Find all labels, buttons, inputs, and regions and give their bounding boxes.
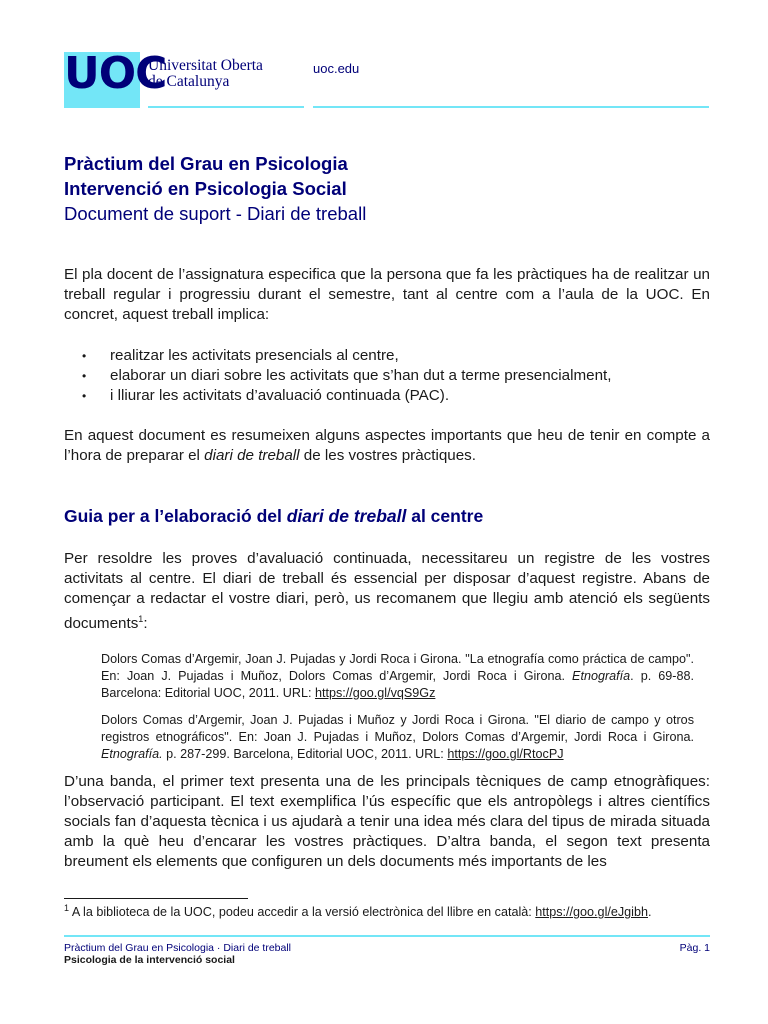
document-title bbox=[64, 151, 714, 226]
uoc-logo bbox=[64, 48, 167, 108]
footnote-end: . bbox=[647, 905, 652, 920]
footnote-text: A la biblioteca de la UOC, podeu accedir a la versió electrònica del llibre en català: bbox=[69, 905, 536, 920]
header-divider-right bbox=[313, 106, 709, 108]
discussion-paragraph: D’una banda, el primer text presenta una de les principals tècniques de camp etnogràfiques: l’observació participant. El text exemplifica l’ús específic que els antropòlegs i altres científics socials fan d’aquesta tècnica i us ajudarà a tenir una idea més clara del tipus de mirada situada amb la què heu d’encarar les vostres pràctiques. D’altra banda, el segon text presenta breument els elements que configuren un dels documents més importants de les bbox=[64, 773, 710, 870]
footer-course-name: Psicologia de la intervenció social bbox=[64, 954, 235, 966]
reference-text: Dolors Comas d’Argemir, Joan J. Pujadas y Jordi Roca i Girona. "La etnografía como práctica de campo". En: Joan J. Pujadas i Muñoz, Dolors Comas d’Argemir, Jordi Roca i Girona. bbox=[101, 652, 694, 683]
reference-link[interactable]: https://goo.gl/RtocPJ bbox=[447, 747, 564, 761]
summary-text-end: de les vostres pràctiques. bbox=[299, 447, 476, 464]
guide-text-end: : bbox=[143, 615, 148, 633]
guide-text: Per resoldre les proves d’avaluació continuada, necessitareu un registre de les vostres activitats al centre. El diari de treball és essencial per disposar d’aquest registre. Abans de començar a redactar el vostre diari, però, us recomanem que llegiu amb atenció els següents documents bbox=[64, 550, 710, 633]
footnote-reference[interactable]: 1 bbox=[138, 614, 144, 624]
reference-text-end: p. 287-299. Barcelona, Editorial UOC, 2011. URL: bbox=[162, 747, 448, 761]
intro-paragraph: El pla docent de l’assignatura especifica que la persona que fa les pràctiques ha de realitzar un treball regular i progressiu durant el semestre, tant al centre com a l’aula de la UOC. En concret, aquest treball implica: bbox=[64, 266, 710, 323]
section-heading bbox=[64, 506, 483, 527]
university-name-line1: Universitat Oberta bbox=[148, 57, 263, 74]
reference-text-end: . p. 69-88. Barcelona: Editorial UOC, 2011. URL: bbox=[101, 669, 694, 700]
page-number: Pàg. 1 bbox=[679, 942, 710, 954]
reference-text: Dolors Comas d’Argemir, Joan J. Pujadas i Muñoz y Jordi Roca i Girona. "El diario de campo y otros registros etnográficos". En: Joan J. Pujadas i Muñoz, Dolors Comas d’Argemir, Jordi Roca i Girona. bbox=[101, 713, 694, 744]
uoc-url-link[interactable]: uoc.edu bbox=[313, 61, 360, 76]
title-line-1: Pràctium del Grau en Psicologia bbox=[64, 153, 348, 174]
list-item: • realitzar les activitats presencials al centre, bbox=[82, 346, 611, 366]
footnote-link[interactable]: https://goo.gl/eJgibh bbox=[535, 905, 648, 920]
footnote-mark: 1 bbox=[64, 903, 70, 913]
footer-document-title: Pràctium del Grau en Psicologia · Diari de treball bbox=[64, 942, 292, 954]
logo-text: UOC bbox=[64, 48, 167, 99]
university-name bbox=[148, 58, 263, 90]
summary-italic: diari de treball bbox=[204, 447, 300, 464]
reference-italic: Etnografía bbox=[572, 669, 631, 683]
reference-italic: Etnografía. bbox=[101, 747, 163, 761]
guide-paragraph bbox=[64, 549, 710, 634]
university-name-line2: de Catalunya bbox=[148, 73, 230, 90]
reference-item bbox=[101, 651, 694, 702]
summary-text: En aquest document es resumeixen alguns aspectes importants que heu de tenir en compte a l’hora de preparar el bbox=[64, 427, 710, 464]
heading-text: Guia per a l’elaboració del bbox=[64, 506, 287, 526]
title-line-3: Document de suport - Diari de treball bbox=[64, 203, 367, 224]
bullet-list bbox=[82, 346, 611, 406]
summary-paragraph bbox=[64, 426, 710, 466]
reference-item bbox=[101, 712, 694, 763]
footer-divider bbox=[64, 935, 710, 937]
list-item: • i lliurar les activitats d’avaluació continuada (PAC). bbox=[82, 386, 611, 406]
page-footer bbox=[64, 942, 291, 966]
title-line-2: Intervenció en Psicologia Social bbox=[64, 178, 347, 199]
footnote bbox=[64, 903, 651, 919]
list-item: • elaborar un diari sobre les activitats que s’han dut a terme presencialment, bbox=[82, 366, 611, 386]
heading-italic: diari de treball bbox=[286, 506, 407, 526]
heading-text-end: al centre bbox=[406, 506, 484, 526]
reference-link[interactable]: https://goo.gl/vqS9Gz bbox=[314, 686, 436, 700]
header-divider-left bbox=[148, 106, 304, 108]
footnote-divider bbox=[64, 898, 248, 899]
